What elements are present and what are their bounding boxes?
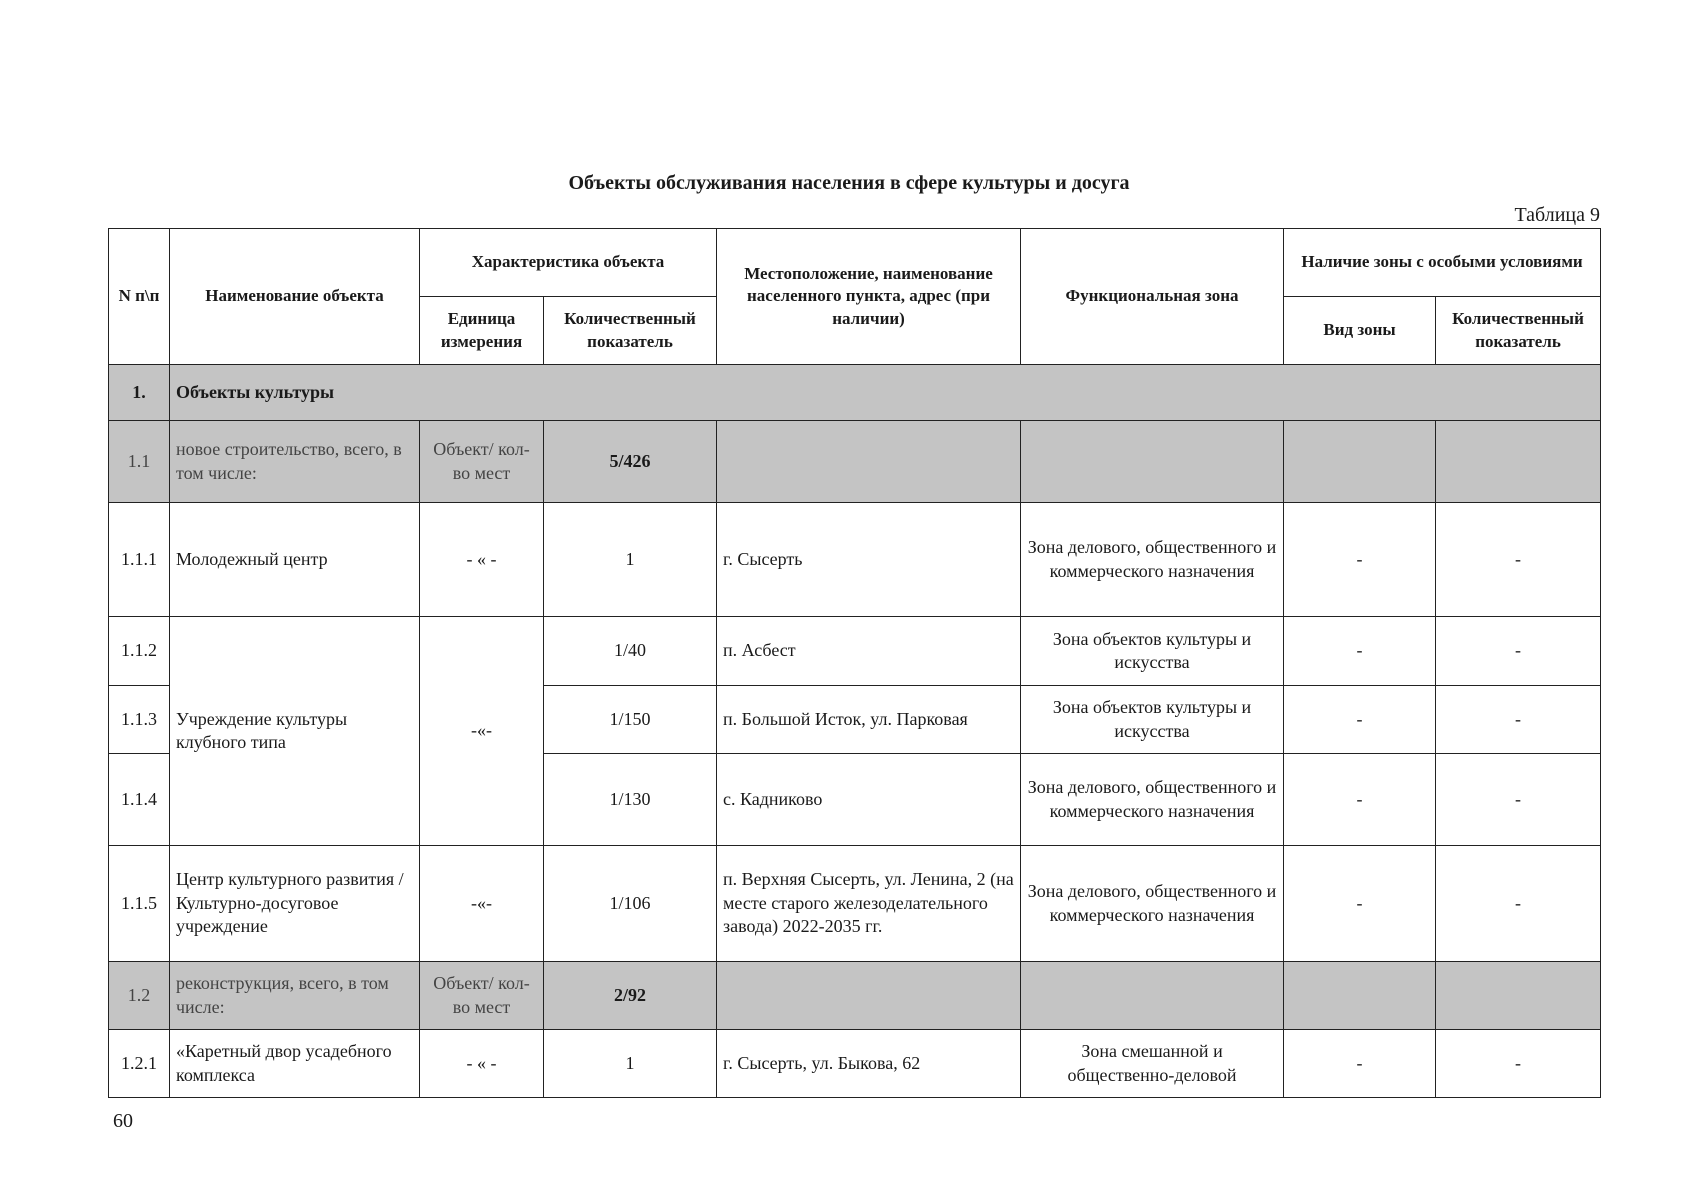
row-quantity: 1/150 bbox=[544, 686, 717, 754]
row-zone-quantity: - bbox=[1436, 686, 1601, 754]
row-num: 1.1.3 bbox=[109, 686, 170, 754]
row-zone-quantity: - bbox=[1436, 754, 1601, 846]
table-row bbox=[109, 846, 1601, 962]
table-label: Таблица 9 bbox=[1514, 204, 1600, 226]
subsection-unit: Объект/ кол-во мест bbox=[420, 962, 544, 1030]
subsection-name: реконструкция, всего, в том числе: bbox=[170, 962, 420, 1030]
header-special-zone: Наличие зоны с особыми условиями bbox=[1284, 229, 1601, 297]
subsection-quantity: 2/92 bbox=[544, 962, 717, 1030]
section-name: Объекты культуры bbox=[170, 365, 1601, 421]
row-zone: Зона объектов культуры и искусства bbox=[1021, 617, 1284, 686]
header-zone-quantity: Количественный показатель bbox=[1436, 297, 1601, 365]
table-row bbox=[109, 503, 1601, 617]
merged-unit: -«- bbox=[420, 617, 544, 846]
row-zone: Зона делового, общественного и коммерческого назначения bbox=[1021, 503, 1284, 617]
row-location: г. Сысерть bbox=[717, 503, 1021, 617]
subsection-unit: Объект/ кол-во мест bbox=[420, 421, 544, 503]
row-unit: - « - bbox=[420, 1030, 544, 1098]
header-name: Наименование объекта bbox=[170, 229, 420, 365]
row-num: 1.2.1 bbox=[109, 1030, 170, 1098]
row-zone-type: - bbox=[1284, 617, 1436, 686]
document-title: Объекты обслуживания населения в сфере культуры и досуга bbox=[568, 172, 1130, 194]
row-zone-quantity: - bbox=[1436, 617, 1601, 686]
header-unit: Единица измерения bbox=[420, 297, 544, 365]
subsection-quantity: 5/426 bbox=[544, 421, 717, 503]
row-zone-type: - bbox=[1284, 754, 1436, 846]
subsection-num: 1.1 bbox=[109, 421, 170, 503]
row-quantity: 1/40 bbox=[544, 617, 717, 686]
row-zone-quantity: - bbox=[1436, 846, 1601, 962]
row-num: 1.1.4 bbox=[109, 754, 170, 846]
subsection-num: 1.2 bbox=[109, 962, 170, 1030]
row-unit: - « - bbox=[420, 503, 544, 617]
row-zone: Зона смешанной и общественно-деловой bbox=[1021, 1030, 1284, 1098]
row-quantity: 1/130 bbox=[544, 754, 717, 846]
header-location: Местоположение, наименование населенного пункта, адрес (при наличии) bbox=[717, 229, 1021, 365]
row-num: 1.1.5 bbox=[109, 846, 170, 962]
page-number: 60 bbox=[113, 1110, 133, 1132]
row-num: 1.1.2 bbox=[109, 617, 170, 686]
row-quantity: 1 bbox=[544, 503, 717, 617]
subsection-row bbox=[109, 962, 1601, 1030]
subsection-row bbox=[109, 421, 1601, 503]
merged-name: Учреждение культуры клубного типа bbox=[170, 617, 420, 846]
row-location: п. Верхняя Сысерть, ул. Ленина, 2 (на месте старого железоделательного завода) 2022-2035 гг. bbox=[717, 846, 1021, 962]
subsection-name: новое строительство, всего, в том числе: bbox=[170, 421, 420, 503]
row-location: г. Сысерть, ул. Быкова, 62 bbox=[717, 1030, 1021, 1098]
section-num: 1. bbox=[109, 365, 170, 421]
header-zone-type: Вид зоны bbox=[1284, 297, 1436, 365]
row-location: п. Большой Исток, ул. Парковая bbox=[717, 686, 1021, 754]
table-row bbox=[109, 1030, 1601, 1098]
header-characteristic: Характеристика объекта bbox=[420, 229, 717, 297]
header-num: N п\п bbox=[109, 229, 170, 365]
row-name: Молодежный центр bbox=[170, 503, 420, 617]
row-location: с. Кадниково bbox=[717, 754, 1021, 846]
row-zone-quantity: - bbox=[1436, 1030, 1601, 1098]
row-name: Центр культурного развития /Культурно-досуговое учреждение bbox=[170, 846, 420, 962]
row-name: «Каретный двор усадебного комплекса bbox=[170, 1030, 420, 1098]
row-num: 1.1.1 bbox=[109, 503, 170, 617]
header-zone: Функциональная зона bbox=[1021, 229, 1284, 365]
row-zone-type: - bbox=[1284, 503, 1436, 617]
row-zone: Зона делового, общественного и коммерческого назначения bbox=[1021, 846, 1284, 962]
row-quantity: 1 bbox=[544, 1030, 717, 1098]
row-zone-quantity: - bbox=[1436, 503, 1601, 617]
row-location: п. Асбест bbox=[717, 617, 1021, 686]
row-zone: Зона объектов культуры и искусства bbox=[1021, 686, 1284, 754]
row-unit: -«- bbox=[420, 846, 544, 962]
section-row bbox=[109, 365, 1601, 421]
table-row bbox=[109, 617, 1601, 686]
row-zone: Зона делового, общественного и коммерческого назначения bbox=[1021, 754, 1284, 846]
header-quantity: Количественный показатель bbox=[544, 297, 717, 365]
culture-objects-table bbox=[108, 228, 1601, 1098]
row-zone-type: - bbox=[1284, 846, 1436, 962]
row-quantity: 1/106 bbox=[544, 846, 717, 962]
row-zone-type: - bbox=[1284, 1030, 1436, 1098]
row-zone-type: - bbox=[1284, 686, 1436, 754]
